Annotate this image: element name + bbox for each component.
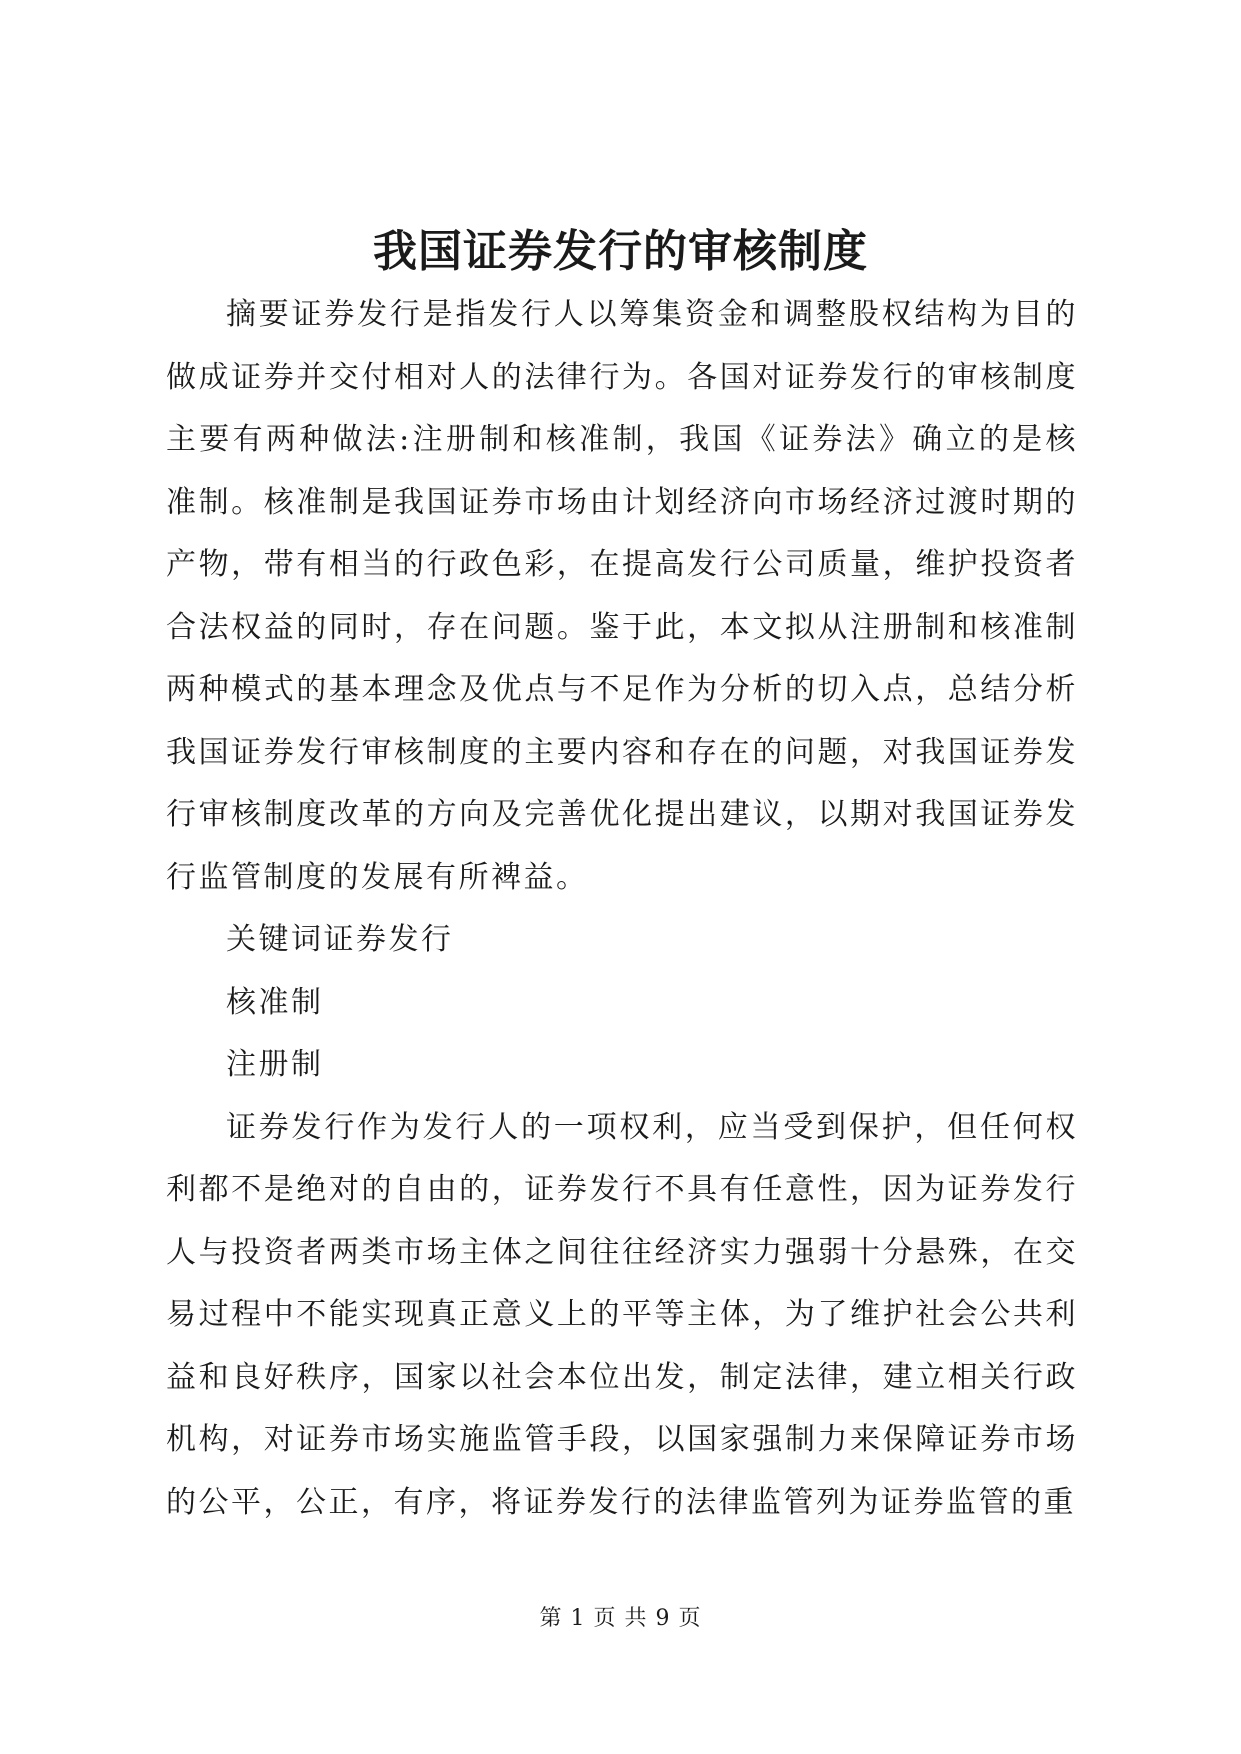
keyword-line: 注册制: [226, 1047, 324, 1082]
document-body: [166, 284, 1078, 1534]
keyword-line: 核准制: [226, 984, 324, 1020]
page-footer: 第 1 页 共 9 页: [539, 1606, 702, 1631]
body-paragraph: 证券发行作为发行人的一项权利，应当受到保护，但任何权利都不是绝对的自由的，证券发行不具有任意性，因为证券发行人与投资者两类市场主体之间往往经济实力强弱十分悬殊，在交易过程中不能实现真正意义上的平等主体，为了维护社会公共利益和良好秩序，国家以社会本位出发，制定法律，建立相关行政机构，对证券市场实施监管手段，以国家强制力来保障证券市场的公平，公正，有序，将证券发行的法律监管列为证券监管的重: [166, 1109, 1078, 1520]
abstract-paragraph: 摘要证券发行是指发行人以筹集资金和调整股权结构为目的做成证券并交付相对人的法律行为。各国对证券发行的审核制度主要有两种做法:注册制和核准制，我国《证券法》确立的是核准制。核准制是我国证券市场由计划经济向市场经济过渡时期的产物，带有相当的行政色彩，在提高发行公司质量，维护投资者合法权益的同时，存在问题。鉴于此，本文拟从注册制和核准制两种模式的基本理念及优点与不足作为分析的切入点，总结分析我国证券发行审核制度的主要内容和存在的问题，对我国证券发行审核制度改革的方向及完善优化提出建议，以期对我国证券发行监管制度的发展有所裨益。: [166, 297, 1078, 895]
document-title: 我国证券发行的审核制度: [373, 226, 868, 277]
keyword-line: 关键词证券发行: [226, 922, 454, 957]
